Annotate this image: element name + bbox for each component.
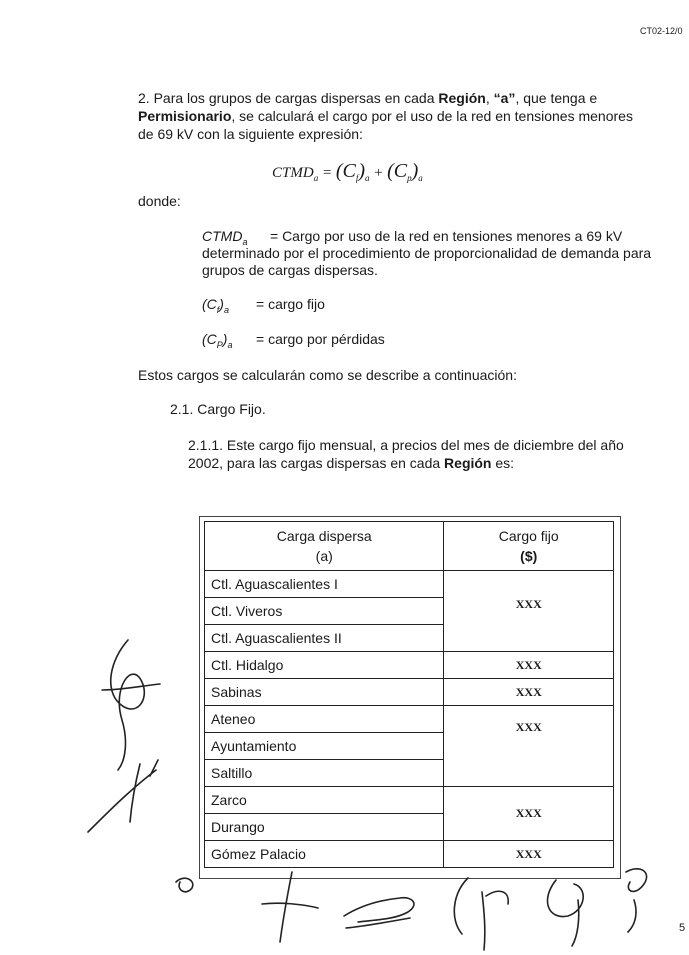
formula-lhs: CTMD <box>272 165 314 181</box>
table-row <box>205 652 614 679</box>
intro-line-1-mid: , <box>485 90 494 106</box>
section-2-1-1-line-2 <box>188 455 514 471</box>
formula-term1-close: ) <box>358 160 365 182</box>
formula-term1-outer-sub: a <box>365 173 370 183</box>
signature-left-lower <box>88 760 158 832</box>
table-row <box>205 841 614 868</box>
section-2-1-1-line-2-pre: 2002, para las cargas dispersas en cada <box>188 455 445 471</box>
table-cell-carga: Ctl. Viveros <box>205 598 444 625</box>
cargo-fijo-table <box>204 521 614 868</box>
signature-bottom-4 <box>454 878 508 950</box>
table-cell-cargo: XXX <box>444 787 614 841</box>
definition-cp-outer-sub: a <box>227 339 233 350</box>
intro-line-1-post: , que tenga e <box>515 90 598 106</box>
definition-ctmd-text-1: = Cargo por uso de la red en tensiones menores a 69 kV <box>270 228 623 244</box>
definition-cp-close: ) <box>222 331 228 347</box>
col-header-carga-title: Carga dispersa <box>276 528 372 544</box>
table-cell-cargo: XXX <box>444 841 614 868</box>
intro-line-1 <box>138 90 597 106</box>
table-cell-carga: Ctl. Aguascalientes II <box>205 625 444 652</box>
intro-a: “a” <box>493 90 516 106</box>
definition-ctmd-symbol: CTMD <box>202 228 243 244</box>
signature-bottom-6 <box>626 869 647 932</box>
definition-cf-sub: f <box>216 304 220 315</box>
definition-cf-open: (C <box>202 296 217 312</box>
section-2-1-1-line-1: 2.1.1. Este cargo fijo mensual, a precios del mes de diciembre del año <box>188 437 624 453</box>
donde-label: donde: <box>138 193 181 209</box>
section-2-1-heading: 2.1. Cargo Fijo. <box>170 401 266 417</box>
definition-cp-sub: P <box>216 339 223 350</box>
table-cell-cargo: XXX <box>444 652 614 679</box>
col-header-cargo <box>444 522 614 571</box>
table-cell-carga: Ctl. Aguascalientes I <box>205 571 444 598</box>
table-cell-cargo: XXX <box>444 679 614 706</box>
definition-ctmd <box>202 228 247 247</box>
definition-cf-text: = cargo fijo <box>256 296 325 312</box>
table-cell-carga: Gómez Palacio <box>205 841 444 868</box>
formula-term1-sub: f <box>355 173 359 183</box>
document-code: CT02-12/0 <box>640 26 683 36</box>
signature-bottom-2 <box>262 872 318 942</box>
table-cell-cargo: XXX <box>444 706 614 787</box>
intro-line-1-pre: 2. Para los grupos de cargas dispersas en cada <box>138 90 439 106</box>
col-header-carga <box>205 522 444 571</box>
formula <box>272 160 423 183</box>
col-header-cargo-title: Cargo fijo <box>498 528 559 544</box>
definition-ctmd-sub: a <box>242 236 248 247</box>
table-row <box>205 679 614 706</box>
definition-ctmd-text-3: grupos de cargas dispersas. <box>202 262 378 278</box>
definition-cf-outer-sub: a <box>223 304 229 315</box>
formula-term2-close: ) <box>411 160 419 182</box>
definition-cf-symbol <box>202 296 229 315</box>
signature-bottom-5 <box>547 880 583 946</box>
section-2-1-1-region: Región <box>444 455 492 471</box>
intro-region: Región <box>438 90 486 106</box>
col-header-cargo-sub: ($) <box>520 548 538 564</box>
formula-term2: (C <box>387 160 408 182</box>
table-cell-carga: Durango <box>205 814 444 841</box>
formula-term2-sub: p <box>407 173 412 183</box>
table-row <box>205 787 614 814</box>
definition-cf-close: ) <box>219 296 224 312</box>
intro-line-3: de 69 kV con la siguiente expresión: <box>138 126 363 142</box>
table-cell-carga: Ctl. Hidalgo <box>205 652 444 679</box>
continuation-text: Estos cargos se calcularán como se describe a continuación: <box>138 367 517 383</box>
definition-cp-open: (C <box>202 331 217 347</box>
signature-left-loop <box>111 640 145 770</box>
definition-cp-symbol <box>202 331 232 350</box>
formula-lhs-sub: a <box>313 173 319 183</box>
col-header-carga-sub: (a) <box>315 548 333 564</box>
signature-left-stroke <box>102 684 160 690</box>
intro-line-2 <box>138 108 633 124</box>
intro-permisionario: Permisionario <box>138 108 232 124</box>
table-row <box>205 706 614 733</box>
table-cell-carga: Saltillo <box>205 760 444 787</box>
table-cell-carga: Sabinas <box>205 679 444 706</box>
formula-term1: (C <box>335 160 356 182</box>
definition-cp-text: = cargo por pérdidas <box>256 331 385 347</box>
table-cell-carga: Zarco <box>205 787 444 814</box>
signature-bottom-3 <box>344 898 414 928</box>
formula-plus: + <box>369 165 388 181</box>
table-cell-carga: Ateneo <box>205 706 444 733</box>
table-cell-cargo: XXX <box>444 571 614 652</box>
formula-term2-outer-sub: a <box>418 173 423 183</box>
table-row <box>205 571 614 598</box>
table-cell-carga: Ayuntamiento <box>205 733 444 760</box>
signature-bottom-1 <box>176 878 193 892</box>
intro-line-2-post: , se calculará el cargo por el uso de la red en tensiones menores <box>231 108 633 124</box>
page-number: 5 <box>679 922 686 934</box>
definition-ctmd-text-2: determinado por el procedimiento de proporcionalidad de demanda para <box>202 245 652 261</box>
table-header-row <box>205 522 614 571</box>
formula-eq: = <box>318 165 336 181</box>
section-2-1-1-line-2-post: es: <box>491 455 515 471</box>
